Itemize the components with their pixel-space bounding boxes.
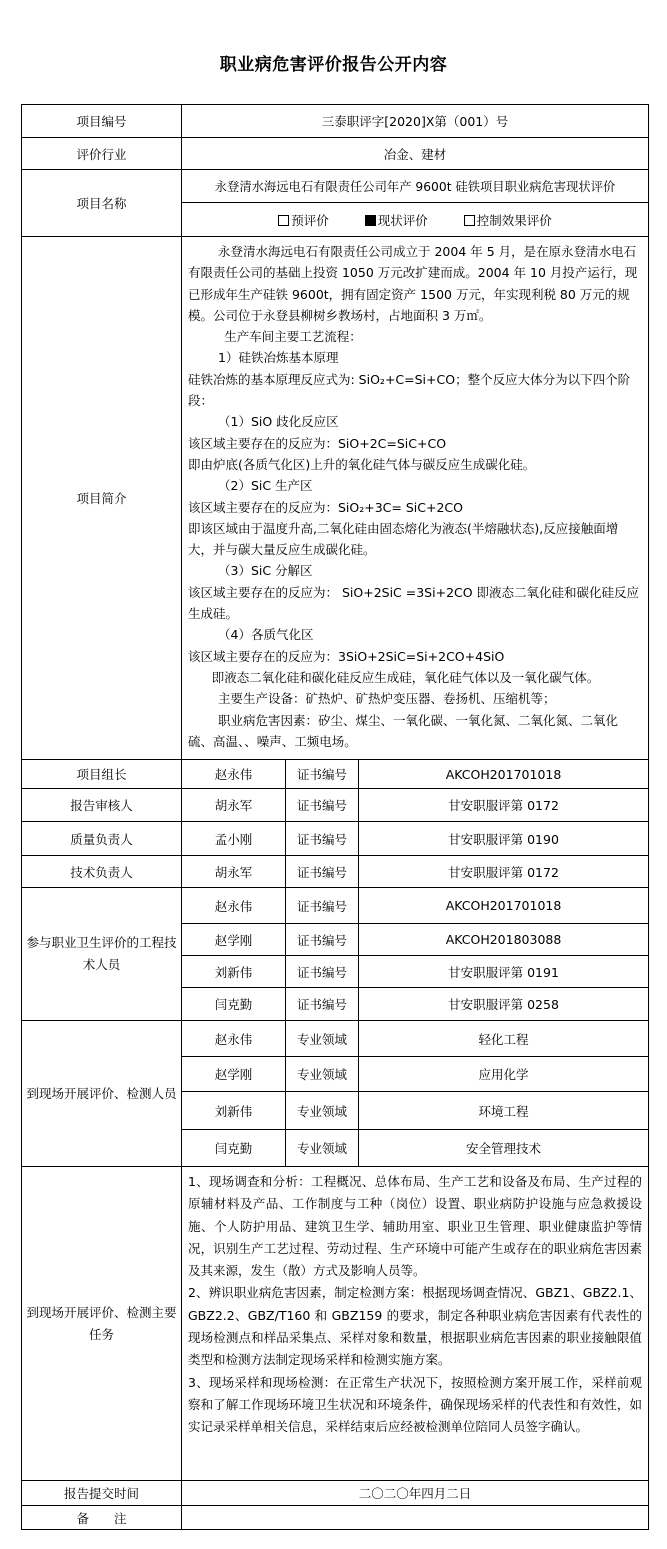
- leader-name: 赵永伟: [182, 760, 286, 789]
- intro-line: 即由炉底(各质气化区)上升的氧化硅气体与碳反应生成碳化硅。: [188, 456, 536, 472]
- intro-line: 硅铁冶炼的基本原理反应式为: SiO₂+C=Si+CO；整个反应大体分为以下四个阶段：: [188, 371, 631, 409]
- remark-value: [182, 1506, 649, 1530]
- row-quality: [22, 822, 649, 856]
- staff-field: 安全管理技术: [359, 1130, 649, 1167]
- staff-field-label: 专业领域: [286, 1057, 359, 1092]
- engineer-name: 闫克勤: [182, 988, 286, 1021]
- reviewer-cert: 甘安职服评第 0172: [359, 789, 649, 822]
- staff-name: 赵学刚: [182, 1057, 286, 1092]
- intro-line: 该区域主要存在的反应为：SiO₂+3C= SiC+2CO: [188, 499, 463, 515]
- staff-field: 轻化工程: [359, 1021, 649, 1057]
- tasks-label: 到现场开展评价、检测主要任务: [22, 1167, 182, 1481]
- intro-line: （1）SiO 歧化反应区: [218, 414, 339, 430]
- quality-cert-label: 证书编号: [286, 822, 359, 856]
- engineer-cert: AKCOH201803088: [359, 924, 649, 956]
- engineer-cert: 甘安职服评第 0258: [359, 988, 649, 1021]
- intro-line: 1）硅铁冶炼基本原理: [218, 350, 339, 366]
- project-no-value: 三泰职评字[2020]X第（001）号: [182, 105, 649, 138]
- intro-line: 该区域主要存在的反应为：SiO+2C=SiC+CO: [188, 435, 447, 451]
- row-reviewer: [22, 789, 649, 822]
- engineer-name: 赵永伟: [182, 888, 286, 924]
- engineer-cert: 甘安职服评第 0191: [359, 956, 649, 988]
- intro-paragraph: 永登清水海远电石有限责任公司成立于 2004 年 5 月，是在原永登清水电石有限责任公司的基础上投资 1050 万元改扩建而成。2004 年 10 月投产运行，现已形成年生产硅铁 9600t，拥有固定资产 1500 万元，年实现利税 80 万元的规模。公司位于永登县柳树乡教场村，占地面积 3 万㎡。: [188, 244, 638, 323]
- staff-field: 环境工程: [359, 1092, 649, 1130]
- intro-line: 该区域主要存在的反应为： SiO+2SiC =3Si+2CO 即液态二氧化硅和碳化硅反应生成硅。: [188, 584, 640, 622]
- reviewer-label: 报告审核人: [22, 789, 182, 822]
- checkbox-filled-icon: [365, 215, 376, 226]
- intro-line: （3）SiC 分解区: [218, 563, 313, 579]
- quality-cert: 甘安职服评第 0190: [359, 822, 649, 856]
- row-tasks: [22, 1167, 649, 1481]
- reviewer-cert-label: 证书编号: [286, 789, 359, 822]
- engineer-cert-label: 证书编号: [286, 988, 359, 1021]
- row-leader: [22, 760, 649, 789]
- field-staff-label: 到现场开展评价、检测人员: [22, 1021, 182, 1167]
- eval-type-options: [182, 203, 649, 237]
- report-table: [21, 104, 649, 1530]
- staff-field-label: 专业领域: [286, 1130, 359, 1167]
- row-intro: [22, 237, 649, 760]
- tech-cert-label: 证书编号: [286, 856, 359, 888]
- staff-name: 闫克勤: [182, 1130, 286, 1167]
- checkbox-empty-icon: [278, 215, 289, 226]
- project-name-value: 永登清水海远电石有限责任公司年产 9600t 硅铁项目职业病危害现状评价: [182, 170, 649, 203]
- intro-line: 即该区域由于温度升高,二氧化硅由固态熔化为液态(半熔融状态),反应接触面增大，并与碳大量反应生成碳化硅。: [188, 520, 619, 558]
- intro-line: （4）各质气化区: [218, 627, 314, 643]
- project-no-label: 项目编号: [22, 105, 182, 138]
- project-name-label: 项目名称: [22, 170, 182, 237]
- checkbox-empty-icon: [464, 215, 475, 226]
- engineer-name: 刘新伟: [182, 956, 286, 988]
- intro-line: 该区域主要存在的反应为：3SiO+2SiC=Si+2CO+4SiO: [188, 648, 505, 664]
- engineer-name: 赵学刚: [182, 924, 286, 956]
- industry-label: 评价行业: [22, 138, 182, 170]
- intro-line: 生产车间主要工艺流程：: [224, 329, 362, 345]
- staff-name: 赵永伟: [182, 1021, 286, 1057]
- eval-type-pre: 预评价: [278, 213, 329, 228]
- task-item: 1、现场调查和分析：工程概况、总体布局、生产工艺和设备及布局、生产过程的原辅材料及产品、工作制度与工种（岗位）设置、职业病防护设施与应急救援设施、个人防护用品、建筑卫生学、辅助用室、职业卫生管理、职业健康监护等情况，识别生产工艺过程、劳动过程、生产环境中可能产生或存在的职业病危害因素及其来源，发生（散）方式及影响人员等。: [188, 1174, 643, 1279]
- tech-cert: 甘安职服评第 0172: [359, 856, 649, 888]
- row-industry: [22, 138, 649, 170]
- page-title: 职业病危害评价报告公开内容: [219, 55, 448, 75]
- row-tech: [22, 856, 649, 888]
- quality-name: 孟小刚: [182, 822, 286, 856]
- row-submit: [22, 1481, 649, 1506]
- tech-label: 技术负责人: [22, 856, 182, 888]
- leader-label: 项目组长: [22, 760, 182, 789]
- tech-name: 胡永军: [182, 856, 286, 888]
- row-project-name: [22, 170, 649, 203]
- engineer-cert-label: 证书编号: [286, 956, 359, 988]
- staff-name: 刘新伟: [182, 1092, 286, 1130]
- engineer-cert: AKCOH201701018: [359, 888, 649, 924]
- industry-value: 冶金、建材: [182, 138, 649, 170]
- reviewer-name: 胡永军: [182, 789, 286, 822]
- remark-label: 备 注: [22, 1506, 182, 1530]
- row-remark: [22, 1506, 649, 1530]
- staff-field-label: 专业领域: [286, 1021, 359, 1057]
- tasks-content: [182, 1167, 649, 1481]
- task-item: 2、辨识职业病危害因素，制定检测方案：根据现场调查情况、GBZ1、GBZ2.1、GBZ2.2、GBZ/T160 和 GBZ159 的要求，制定各种职业病危害因素有代表性的现场检测点和样品采集点、采样对象和数量，根据职业病危害因素的职业接触限值类型和检测方法制定现场采样和检测实施方案。: [188, 1285, 643, 1368]
- leader-cert: AKCOH201701018: [359, 760, 649, 789]
- leader-cert-label: 证书编号: [286, 760, 359, 789]
- staff-field: 应用化学: [359, 1057, 649, 1092]
- intro-line: 主要生产设备：矿热炉、矿热炉变压器、卷扬机、压缩机等；: [218, 691, 556, 707]
- row-field-staff: [22, 1021, 649, 1057]
- row-engineer: [22, 888, 649, 924]
- eval-type-control: 控制效果评价: [464, 213, 552, 228]
- submit-label: 报告提交时间: [22, 1481, 182, 1506]
- engineers-label: 参与职业卫生评价的工程技术人员: [22, 888, 182, 1021]
- intro-line: 即液态二氧化硅和碳化硅反应生成硅，氧化硅气体以及一氧化碳气体。: [211, 669, 600, 685]
- engineer-cert-label: 证书编号: [286, 924, 359, 956]
- intro-label: 项目简介: [22, 237, 182, 760]
- task-item: 3、现场采样和现场检测：在正常生产状况下，按照检测方案开展工作，采样前观察和了解工作现场环境卫生状况和环境条件，确保现场采样的代表性和有效性，如实记录采样单相关信息，采样结束后应经被检测单位陪同人员签字确认。: [188, 1374, 643, 1435]
- eval-type-current: 现状评价: [365, 213, 428, 228]
- row-project-no: [22, 105, 649, 138]
- submit-value: 二〇二〇年四月二日: [182, 1481, 649, 1506]
- engineer-cert-label: 证书编号: [286, 888, 359, 924]
- staff-field-label: 专业领域: [286, 1092, 359, 1130]
- quality-label: 质量负责人: [22, 822, 182, 856]
- intro-line: （2）SiC 生产区: [218, 478, 313, 494]
- intro-content: [182, 237, 649, 760]
- intro-line: 职业病危害因素：矽尘、煤尘、一氧化碳、一氧化氮、二氧化氮、二氧化硫、高温、、噪声、工频电场。: [188, 712, 619, 749]
